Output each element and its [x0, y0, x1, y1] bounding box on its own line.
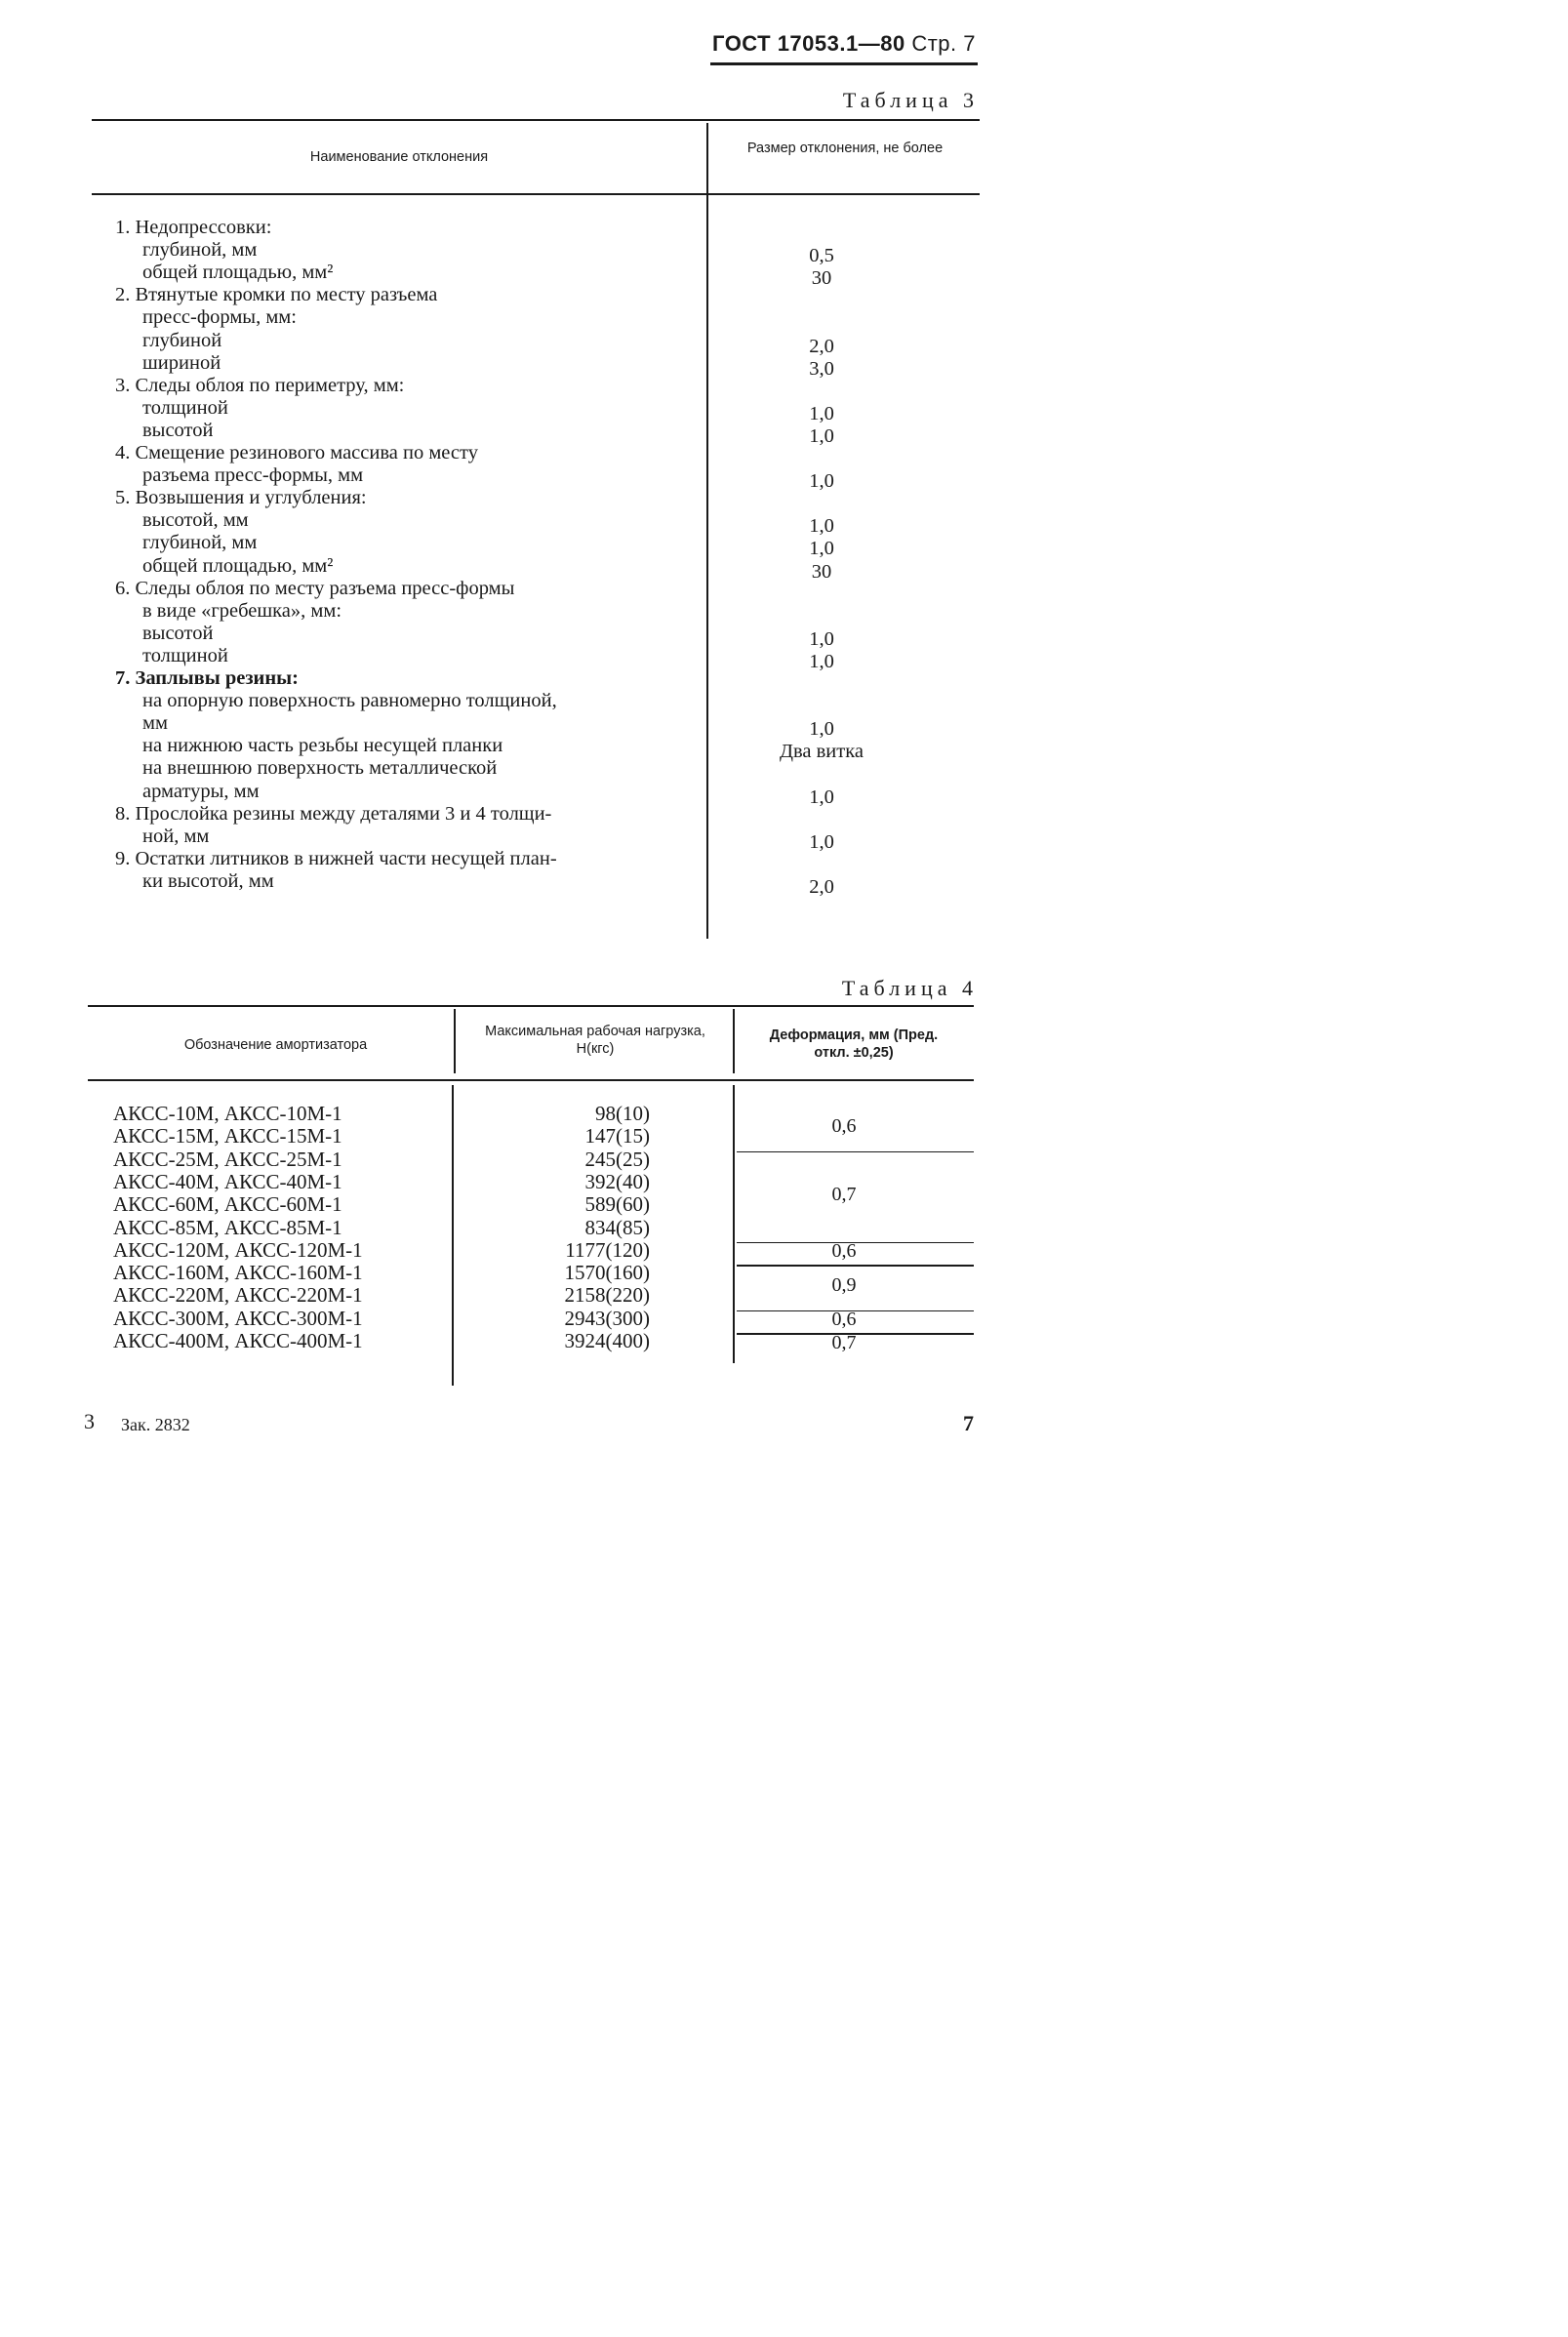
table3-col1-header: Наименование отклонения	[309, 149, 489, 165]
table3-row-text: 1. Недопрессовки:	[115, 217, 272, 238]
table3-column-divider	[706, 123, 708, 939]
table4-top-rule	[88, 1005, 974, 1007]
table4-body-divider-1	[452, 1085, 454, 1386]
table3-row-value: 1,0	[809, 830, 834, 853]
table4-row-name: АКСС-220М, АКСС-220М-1	[113, 1283, 363, 1308]
table3-row-text: в виде «гребешка», мм:	[142, 599, 342, 622]
table3-row-text: 6. Следы облоя по месту разъема пресс-формы	[115, 577, 515, 599]
table3-row-value: 1,0	[809, 402, 834, 424]
table3-row-text: глубиной, мм	[142, 239, 258, 262]
document-header	[712, 31, 976, 57]
table4-row-load: 1570(160)	[564, 1261, 650, 1285]
table3-row-value: 2,0	[809, 875, 834, 898]
table3-row-value: 1,0	[809, 470, 834, 493]
table4-row-name: АКСС-160М, АКСС-160М-1	[113, 1261, 363, 1285]
table4-row-name: АКСС-300М, АКСС-300М-1	[113, 1306, 363, 1330]
table4-divider-1	[454, 1009, 456, 1073]
standard-number: ГОСТ 17053.1—80	[712, 31, 905, 56]
table3-row-text: на нижнюю часть резьбы несущей планки	[142, 735, 503, 757]
table3-header-rule	[92, 193, 980, 195]
table3-row-text: высотой, мм	[142, 509, 249, 532]
table4-deformation-separator	[737, 1265, 974, 1267]
table4-row-load: 589(60)	[584, 1192, 650, 1217]
table4-row-name: АКСС-400М, АКСС-400М-1	[113, 1329, 363, 1352]
table4-row-name: АКСС-40М, АКСС-40М-1	[113, 1169, 342, 1193]
table4-deformation-value: 0,6	[831, 1240, 857, 1263]
table4-col2-header: Максимальная рабочая нагрузка, Н(кгс)	[485, 1024, 705, 1057]
table3-row-text: 2. Втянутые кромки по месту разъема	[115, 284, 438, 306]
table4-deformation-value: 0,9	[831, 1274, 857, 1297]
table3-row-text: на опорную поверхность равномерно толщиной,	[142, 690, 557, 712]
table4-row-name: АКСС-120М, АКСС-120М-1	[113, 1237, 363, 1262]
table3-row-text: 8. Прослойка резины между деталями 3 и 4 толщи-	[115, 802, 552, 825]
table3-row-text: 7. Заплывы резины:	[115, 667, 300, 689]
table3-row-text: толщиной	[142, 644, 228, 666]
table4-deformation-value: 0,7	[831, 1184, 857, 1206]
table4-row-load: 1177(120)	[565, 1237, 650, 1262]
footer-sheet-number: 3	[84, 1409, 95, 1433]
table3-row-value: 1,0	[809, 627, 834, 650]
table3-row-text: ки высотой, мм	[142, 869, 274, 892]
footer-page-number: 7	[963, 1411, 974, 1435]
table4-row-load: 3924(400)	[564, 1329, 650, 1352]
table3-row-text: 3. Следы облоя по периметру, мм:	[115, 374, 405, 396]
table3-row-value: 3,0	[809, 357, 834, 380]
table3-row-value: 30	[811, 267, 832, 290]
table3-row-text: общей площадью, мм²	[142, 554, 334, 577]
table3-row-value: 0,5	[809, 245, 834, 267]
table4-row-name: АКСС-85М, АКСС-85М-1	[113, 1215, 342, 1239]
table3-top-rule	[92, 119, 980, 121]
table4-row-load: 392(40)	[584, 1169, 650, 1193]
table3-row-text: разъема пресс-формы, мм	[142, 464, 364, 487]
table4-row-name: АКСС-25М, АКСС-25М-1	[113, 1147, 342, 1171]
table3-row-value: 1,0	[809, 538, 834, 560]
table3-row-text: толщиной	[142, 396, 228, 419]
table4-row-load: 98(10)	[595, 1102, 650, 1125]
table3-row-text: глубиной, мм	[142, 532, 258, 554]
table4-deformation-separator	[737, 1151, 974, 1153]
table3-row-text: арматуры, мм	[142, 780, 260, 802]
table3-row-value: 2,0	[809, 335, 834, 357]
table4-caption: Таблица 4	[841, 976, 978, 1000]
table3-row-text: высотой	[142, 622, 214, 644]
table3-row-value: 1,0	[809, 515, 834, 538]
table3-row-value: 1,0	[809, 786, 834, 808]
table3-row-text: ной, мм	[142, 825, 210, 847]
table3-col2-header: Размер отклонения, не более	[746, 141, 944, 156]
table3-row-text: мм	[142, 712, 168, 735]
table4-row-load: 2158(220)	[564, 1283, 650, 1308]
table4-row-name: АКСС-60М, АКСС-60М-1	[113, 1192, 342, 1217]
table3-row-text: 9. Остатки литников в нижней части несущей план-	[115, 847, 557, 869]
table3-row-value: 30	[811, 560, 832, 583]
table4-row-name: АКСС-15М, АКСС-15М-1	[113, 1124, 342, 1148]
table3-row-value: Два витка	[780, 741, 864, 763]
header-rule	[710, 62, 978, 65]
table4-row-name: АКСС-10М, АКСС-10М-1	[113, 1102, 342, 1125]
table3-row-text: высотой	[142, 419, 214, 441]
table4-divider-2	[733, 1009, 735, 1073]
footer-order: Зак. 2832	[121, 1415, 190, 1434]
table4-row-load: 147(15)	[584, 1124, 650, 1148]
table4-deformation-value: 0,6	[831, 1309, 857, 1331]
table3-row-text: пресс-формы, мм:	[142, 306, 297, 329]
table3-row-text: 5. Возвышения и углубления:	[115, 487, 367, 509]
table3-row-text: шириной	[142, 351, 221, 374]
table4-header-rule	[88, 1079, 974, 1081]
page-label: Стр. 7	[911, 31, 976, 56]
table4-body-divider-2	[733, 1085, 735, 1363]
table3-row-value: 1,0	[809, 650, 834, 672]
table4-col3-header: Деформация, мм (Пред. откл. ±0,25)	[769, 1027, 939, 1061]
table4-col1-header: Обозначение амортизатора	[183, 1037, 368, 1053]
table3-row-text: на внешнюю поверхность металлической	[142, 757, 498, 780]
table3-row-text: глубиной	[142, 329, 222, 351]
table3-row-value: 1,0	[809, 424, 834, 447]
table4-row-load: 245(25)	[584, 1147, 650, 1171]
table3-row-value: 1,0	[809, 718, 834, 741]
table4-deformation-value: 0,6	[831, 1115, 857, 1138]
table3-row-text: общей площадью, мм²	[142, 262, 334, 284]
table4-deformation-value: 0,7	[831, 1331, 857, 1353]
table3-row-text: 4. Смещение резинового массива по месту	[115, 442, 478, 463]
table3-caption: Таблица 3	[842, 88, 979, 112]
table4-row-load: 834(85)	[584, 1215, 650, 1239]
table4-row-load: 2943(300)	[564, 1306, 650, 1330]
